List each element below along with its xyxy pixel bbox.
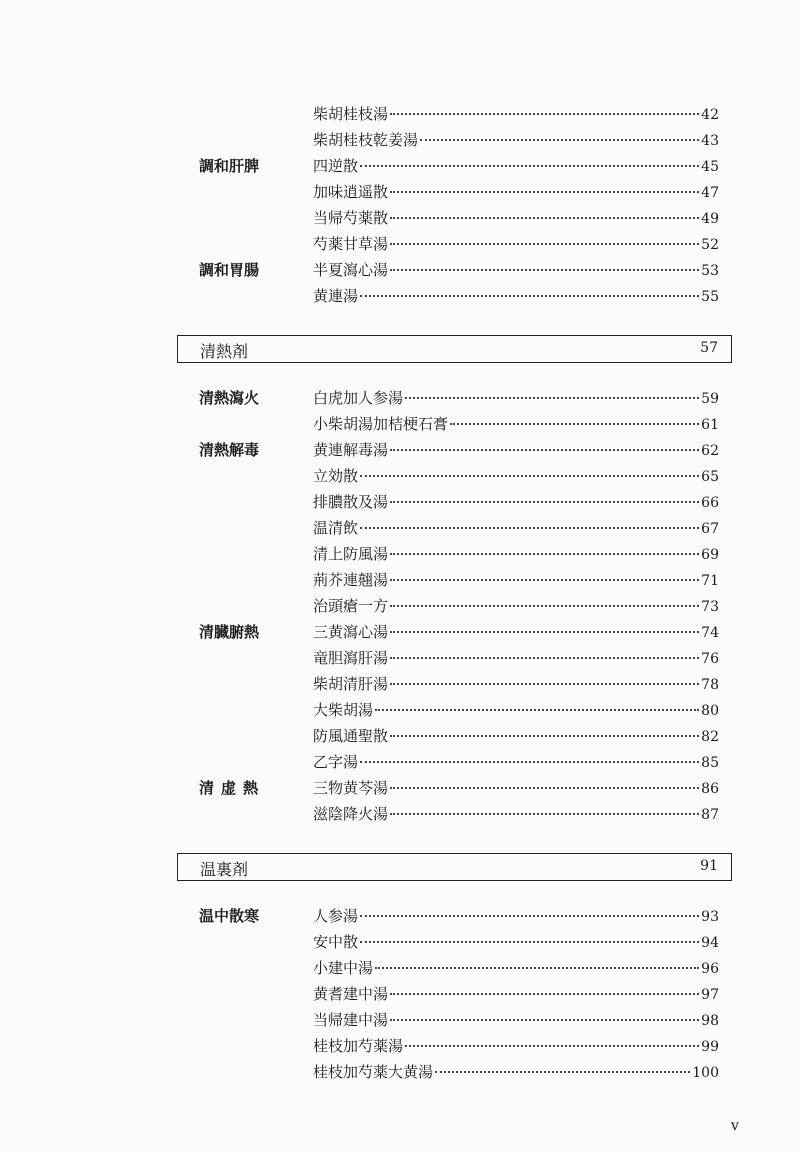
- dot-leader: [390, 993, 699, 995]
- toc-row: [0, 645, 800, 671]
- dot-leader: [390, 605, 699, 607]
- entry-title: 竜胆瀉肝湯: [313, 649, 389, 667]
- toc-entry[interactable]: [313, 1061, 719, 1082]
- page-number: v: [731, 1118, 739, 1134]
- toc-entry[interactable]: [313, 699, 719, 720]
- entry-title: 桂枝加芍薬湯: [313, 1037, 404, 1055]
- toc-row: [0, 567, 800, 593]
- toc-row: [0, 127, 800, 153]
- entry-title: 桂枝加芍薬大黄湯: [313, 1063, 434, 1081]
- toc-row: [0, 101, 800, 127]
- toc-row: [0, 385, 800, 411]
- entry-page-number: 100: [692, 1065, 719, 1081]
- entry-page-number: 66: [701, 495, 719, 511]
- toc-entry[interactable]: [313, 233, 719, 254]
- entry-page-number: 52: [701, 237, 719, 253]
- dot-leader: [390, 501, 699, 503]
- toc-row: [0, 981, 800, 1007]
- entry-page-number: 49: [701, 211, 719, 227]
- entry-title: 温清飲: [313, 519, 359, 537]
- entry-page-number: 55: [701, 289, 719, 305]
- toc-entry[interactable]: [313, 621, 719, 642]
- toc-row: [0, 1059, 800, 1085]
- section-heading: [177, 335, 732, 363]
- entry-page-number: 59: [701, 391, 719, 407]
- dot-leader: [450, 423, 699, 425]
- entry-title: 白虎加人参湯: [313, 389, 404, 407]
- toc-row: [0, 671, 800, 697]
- dot-leader: [390, 683, 699, 685]
- toc-entry[interactable]: [313, 803, 719, 824]
- toc-row: [0, 619, 800, 645]
- entry-title: 荊芥連翹湯: [313, 571, 389, 589]
- entry-title: 柴胡桂枝湯: [313, 105, 389, 123]
- toc-entry[interactable]: [313, 905, 719, 926]
- dot-leader: [390, 1019, 699, 1021]
- entry-title: 防風通聖散: [313, 727, 389, 745]
- entry-page-number: 99: [701, 1039, 719, 1055]
- entry-title: 三黄瀉心湯: [313, 623, 389, 641]
- entry-page-number: 62: [701, 443, 719, 459]
- dot-leader: [360, 475, 699, 477]
- entry-page-number: 98: [701, 1013, 719, 1029]
- category-label: 調和胃腸: [199, 261, 260, 279]
- entry-title: 黄連解毒湯: [313, 441, 389, 459]
- toc-entry[interactable]: [313, 751, 719, 772]
- dot-leader: [390, 191, 699, 193]
- entry-page-number: 45: [701, 159, 719, 175]
- toc-row: [0, 283, 800, 309]
- toc-row: [0, 1007, 800, 1033]
- toc-entry[interactable]: [313, 465, 719, 486]
- entry-title: 大柴胡湯: [313, 701, 374, 719]
- toc-entry[interactable]: [313, 413, 719, 434]
- entry-page-number: 61: [701, 417, 719, 433]
- dot-leader: [375, 967, 699, 969]
- toc-row: [0, 903, 800, 929]
- entry-title: 黄耆建中湯: [313, 985, 389, 1003]
- entry-title: 排膿散及湯: [313, 493, 389, 511]
- toc-row: [0, 179, 800, 205]
- category-label: 清虚熱: [199, 779, 266, 797]
- dot-leader: [390, 657, 699, 659]
- entry-title: 加味逍遥散: [313, 183, 389, 201]
- toc-row: [0, 153, 800, 179]
- dot-leader: [390, 553, 699, 555]
- entry-title: 小柴胡湯加桔梗石膏: [313, 415, 449, 433]
- entry-page-number: 78: [701, 677, 719, 693]
- entry-title: 柴胡清肝湯: [313, 675, 389, 693]
- toc-row: [0, 541, 800, 567]
- toc-entry[interactable]: [313, 387, 719, 408]
- toc-row: [0, 723, 800, 749]
- entry-page-number: 47: [701, 185, 719, 201]
- toc-entry[interactable]: [313, 207, 719, 228]
- toc-entry[interactable]: [313, 103, 719, 124]
- toc-entry[interactable]: [313, 1009, 719, 1030]
- entry-page-number: 93: [701, 909, 719, 925]
- toc-row: [0, 955, 800, 981]
- entry-title: 治頭瘡一方: [313, 597, 389, 615]
- entry-page-number: 71: [701, 573, 719, 589]
- toc-entry[interactable]: [313, 957, 719, 978]
- dot-leader: [360, 165, 699, 167]
- dot-leader: [360, 527, 699, 529]
- toc-row: [0, 463, 800, 489]
- entry-title: 乙字湯: [313, 753, 359, 771]
- toc-entry[interactable]: [313, 181, 719, 202]
- section-page-number: 91: [700, 858, 718, 874]
- dot-leader: [360, 915, 699, 917]
- category-label: 調和肝脾: [199, 157, 260, 175]
- entry-page-number: 42: [701, 107, 719, 123]
- toc-entry[interactable]: [313, 517, 719, 538]
- section-page-number: 57: [700, 340, 718, 356]
- toc-entry[interactable]: [313, 543, 719, 564]
- toc-row: [0, 411, 800, 437]
- dot-leader: [390, 787, 699, 789]
- toc-row: [0, 1033, 800, 1059]
- toc-entry[interactable]: [313, 129, 719, 150]
- entry-page-number: 87: [701, 807, 719, 823]
- toc-entry[interactable]: [313, 1035, 719, 1056]
- toc-row: [0, 257, 800, 283]
- entry-title: 清上防風湯: [313, 545, 389, 563]
- entry-page-number: 86: [701, 781, 719, 797]
- entry-page-number: 65: [701, 469, 719, 485]
- category-label: 清熱瀉火: [199, 389, 260, 407]
- entry-page-number: 73: [701, 599, 719, 615]
- entry-page-number: 80: [701, 703, 719, 719]
- toc-entry[interactable]: [313, 777, 719, 798]
- toc-entry[interactable]: [313, 983, 719, 1004]
- dot-leader: [390, 813, 699, 815]
- entry-title: 立効散: [313, 467, 359, 485]
- category-label: 温中散寒: [199, 907, 260, 925]
- entry-page-number: 97: [701, 987, 719, 1003]
- entry-page-number: 85: [701, 755, 719, 771]
- entry-page-number: 94: [701, 935, 719, 951]
- toc-row: [0, 515, 800, 541]
- dot-leader: [375, 709, 699, 711]
- dot-leader: [390, 735, 699, 737]
- entry-page-number: 67: [701, 521, 719, 537]
- toc-entry[interactable]: [313, 725, 719, 746]
- entry-title: 滋陰降火湯: [313, 805, 389, 823]
- toc-entry[interactable]: [313, 491, 719, 512]
- toc-row: [0, 775, 800, 801]
- section-title: 温裏剤: [200, 860, 249, 879]
- toc-row: [0, 437, 800, 463]
- dot-leader: [360, 941, 699, 943]
- entry-title: 黄連湯: [313, 287, 359, 305]
- toc-row: [0, 929, 800, 955]
- toc-entry[interactable]: [313, 647, 719, 668]
- toc-entry[interactable]: [313, 259, 719, 280]
- toc-entry[interactable]: [313, 439, 719, 460]
- toc-row: [0, 593, 800, 619]
- toc-entry[interactable]: [313, 569, 719, 590]
- dot-leader: [390, 269, 699, 271]
- dot-leader: [360, 295, 699, 297]
- entry-page-number: 69: [701, 547, 719, 563]
- entry-title: 四逆散: [313, 157, 359, 175]
- toc-row: [0, 231, 800, 257]
- section-heading: [177, 853, 732, 881]
- toc-entry[interactable]: [313, 931, 719, 952]
- dot-leader: [405, 1045, 699, 1047]
- dot-leader: [435, 1071, 690, 1073]
- entry-page-number: 82: [701, 729, 719, 745]
- toc-entry[interactable]: [313, 595, 719, 616]
- entry-title: 三物黄芩湯: [313, 779, 389, 797]
- toc-entry[interactable]: [313, 155, 719, 176]
- dot-leader: [390, 113, 699, 115]
- toc-row: [0, 697, 800, 723]
- category-label: 清熱解毒: [199, 441, 260, 459]
- section-title: 清熱剤: [200, 342, 249, 361]
- category-label: 清臓腑熱: [199, 623, 260, 641]
- toc-row: [0, 749, 800, 775]
- dot-leader: [405, 397, 699, 399]
- toc-entry[interactable]: [313, 285, 719, 306]
- toc-row: [0, 205, 800, 231]
- entry-page-number: 76: [701, 651, 719, 667]
- toc-row: [0, 489, 800, 515]
- entry-title: 柴胡桂枝乾姜湯: [313, 131, 419, 149]
- dot-leader: [390, 449, 699, 451]
- dot-leader: [420, 139, 699, 141]
- entry-page-number: 43: [701, 133, 719, 149]
- entry-title: 半夏瀉心湯: [313, 261, 389, 279]
- entry-page-number: 96: [701, 961, 719, 977]
- entry-page-number: 74: [701, 625, 719, 641]
- dot-leader: [360, 761, 699, 763]
- dot-leader: [390, 217, 699, 219]
- entry-title: 当帰芍薬散: [313, 209, 389, 227]
- entry-page-number: 53: [701, 263, 719, 279]
- toc-entry[interactable]: [313, 673, 719, 694]
- entry-title: 芍薬甘草湯: [313, 235, 389, 253]
- entry-title: 人参湯: [313, 907, 359, 925]
- entry-title: 小建中湯: [313, 959, 374, 977]
- entry-title: 安中散: [313, 933, 359, 951]
- entry-title: 当帰建中湯: [313, 1011, 389, 1029]
- dot-leader: [390, 579, 699, 581]
- toc-row: [0, 801, 800, 827]
- dot-leader: [390, 631, 699, 633]
- dot-leader: [390, 243, 699, 245]
